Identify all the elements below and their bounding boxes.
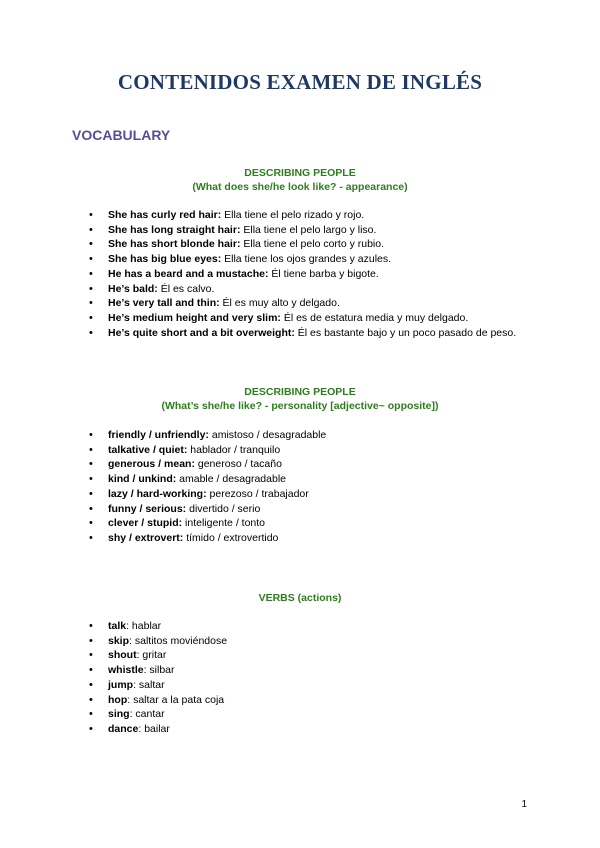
item-term: talk [108, 620, 127, 632]
list-item [85, 252, 525, 267]
item-translation: tímido / extrovertido [183, 531, 279, 544]
personality-list [85, 428, 525, 546]
section-subheading-text: (What does she/he look like? - appearance) [192, 181, 408, 193]
item-term: friendly / unfriendly: [108, 429, 209, 441]
item-term: kind / unkind: [108, 473, 177, 486]
list-item [85, 648, 525, 663]
item-translation: : cantar [129, 708, 165, 721]
list-item [85, 326, 525, 341]
list-item [85, 208, 525, 223]
item-term: He has a beard and a mustache: [108, 267, 269, 280]
item-term: funny / serious: [108, 502, 187, 515]
item-translation: : saltar a la pata coja [127, 693, 225, 706]
list-item [85, 267, 525, 282]
item-term: sing [108, 708, 130, 721]
list-item [85, 472, 525, 487]
list-item [85, 487, 525, 502]
list-item [85, 311, 525, 326]
item-translation: divertido / serio [186, 502, 261, 515]
section-heading-text: DESCRIBING PEOPLE [244, 167, 356, 179]
list-item [85, 722, 525, 737]
list-item [85, 237, 525, 252]
item-term: generous / mean: [108, 458, 195, 471]
item-term: He’s very tall and thin: [108, 297, 220, 310]
list-item [85, 678, 525, 693]
section-heading-verbs [0, 591, 600, 605]
item-translation: Ella tiene el pelo largo y liso. [240, 223, 377, 236]
item-term: hop [108, 693, 128, 706]
item-term: He’s quite short and a bit overweight: [108, 326, 295, 339]
appearance-list [85, 208, 525, 340]
item-term: She has big blue eyes: [108, 253, 222, 266]
item-translation: Él es bastante bajo y un poco pasado de peso. [294, 326, 517, 339]
item-translation: : saltar [133, 678, 165, 691]
page-number: 1 [521, 799, 527, 810]
list-item [85, 428, 525, 443]
list-item [85, 502, 525, 517]
item-translation: perezoso / trabajador [206, 487, 309, 500]
item-translation: Ella tiene el pelo corto y rubio. [240, 238, 385, 251]
list-item [85, 516, 525, 531]
list-item [85, 443, 525, 458]
item-translation: inteligente / tonto [182, 517, 266, 530]
item-translation: : silbar [143, 664, 175, 677]
list-item [85, 634, 525, 649]
section-heading-personality [0, 385, 600, 413]
item-term: dance [108, 722, 139, 735]
item-translation: Él es de estatura media y muy delgado. [280, 311, 469, 324]
item-translation: Ella tiene los ojos grandes y azules. [221, 253, 392, 266]
item-translation: : hablar [126, 620, 162, 632]
item-translation: amistoso / desagradable [208, 429, 327, 441]
item-translation: : bailar [138, 722, 170, 735]
item-term: talkative / quiet: [108, 443, 188, 456]
item-term: She has short blonde hair: [108, 238, 241, 251]
page-title: CONTENIDOS EXAMEN DE INGLÉS [117, 70, 483, 94]
vocabulary-heading: VOCABULARY [72, 127, 171, 143]
item-translation: Él es calvo. [157, 282, 215, 295]
list-item [85, 296, 525, 311]
item-term: jump [108, 678, 134, 691]
item-translation: : gritar [136, 649, 167, 662]
item-translation: : saltitos moviéndose [129, 634, 228, 647]
section-heading-text: DESCRIBING PEOPLE [244, 386, 356, 398]
item-term: lazy / hard-working: [108, 487, 207, 500]
item-term: clever / stupid: [108, 517, 183, 530]
item-translation: generoso / tacaño [194, 458, 282, 471]
item-term: shout [108, 649, 137, 662]
list-item [85, 531, 525, 546]
item-translation: hablador / tranquilo [187, 443, 281, 456]
list-item [85, 663, 525, 678]
item-translation: Él tiene barba y bigote. [268, 267, 379, 280]
item-term: He’s bald: [108, 282, 158, 295]
list-item [85, 282, 525, 297]
item-term: shy / extrovert: [108, 531, 184, 544]
item-term: She has curly red hair: [108, 209, 222, 221]
list-item [85, 457, 525, 472]
item-term: whistle [108, 664, 144, 677]
list-item [85, 223, 525, 238]
section-heading-text: VERBS (actions) [258, 592, 342, 604]
list-item [85, 619, 525, 634]
verbs-list [85, 619, 525, 737]
item-term: skip [108, 634, 130, 647]
item-translation: amable / desagradable [176, 473, 286, 486]
item-term: She has long straight hair: [108, 223, 241, 236]
list-item [85, 693, 525, 708]
section-heading-appearance [0, 166, 600, 194]
item-translation: Él es muy alto y delgado. [219, 297, 340, 310]
section-subheading-text: (What’s she/he like? - personality [adjective~ opposite]) [161, 400, 439, 412]
item-term: He’s medium height and very slim: [108, 311, 281, 324]
item-translation: Ella tiene el pelo rizado y rojo. [221, 209, 365, 221]
list-item [85, 707, 525, 722]
